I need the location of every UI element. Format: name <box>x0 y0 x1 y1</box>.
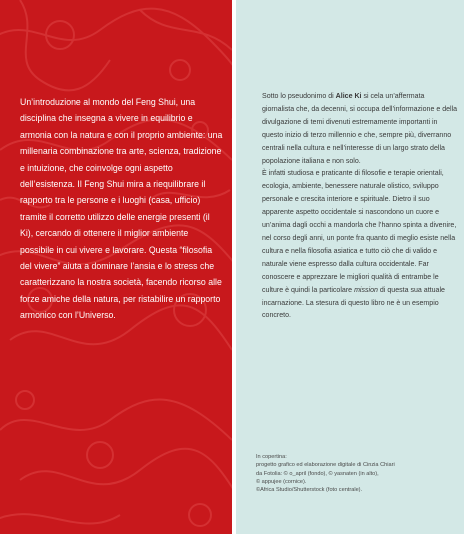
author-bio-part2: È infatti studiosa e praticante di filosofie e terapie orientali, ecologia, ambiente, benessere naturale olistico, sviluppo personale e crescita interiore e spirituale. Dietro il suo apparente aspetto occidentale si nascondono un cuore e un’anima dagli occhi a mandorla che l’hanno spinta a divenire, nel corso degli anni, un ponte fra quanto di meglio esiste nella cultura e nella filosofia asiatica e tutto ciò che di valido e naturale viene espresso dalla cultura occidentale. Far conoscere e apprezzare le migliori qualità di entrambe le culture è quindi la particolare <box>262 170 457 294</box>
credits-line: ©Africa Studio/Shutterstock (foto centrale). <box>256 487 363 494</box>
credits-line: © appujee (cornice). <box>256 478 307 485</box>
author-bio-part3: di questa sua attuale incarnazione. La stesura di questo libro ne è un esempio concreto. <box>262 286 445 320</box>
author-bio <box>262 91 458 323</box>
author-bio-intro: Sotto lo pseudonimo di <box>262 93 336 100</box>
credits-line: In copertina: <box>256 454 287 460</box>
right-teal-panel <box>236 0 464 534</box>
author-bio-part1: si cela un’affermata giornalista che, da decenni, si occupa dell’informazione e della divulgazione di temi divenuti estremamente importanti in questo inizio di terzo millennio e che, sempre più, diverranno centrali nella cultura e nell’interesse di un largo strato della popolazione italiana e non solo. <box>262 93 458 165</box>
mission-word: mission <box>354 286 378 294</box>
book-description: Un’introduzione al mondo del Feng Shui, una disciplina che insegna a vivere in equilibrio e armonia con la natura e con il proprio ambiente: una millenaria combinazione tra arte, scienza, tradizione e intuizione, che coinvolge ogni aspetto dell’esistenza. Il Feng Shui mira a riequilibrare il rapporto tra le persone e i luoghi (casa, ufficio) tramite il corretto utilizzo delle energie presenti (il Ki), cercando di ottenere il miglior ambiente possibile in cui vivere e lavorare. Questa “filosofia del vivere” aiuta a dominare l’ansia e lo stress che caratterizzano la nostra società, facendo ricorso alle forze amiche della natura, per ristabilire un rapporto armonico con l’Universo. <box>20 97 223 321</box>
credits-line: da Fotolia: © o_april (fondo), © yasnaten (in alto), <box>256 470 379 477</box>
credits-line: progetto grafico ed elaborazione digitale di Cinzia Chiari <box>256 462 395 469</box>
cover-credits <box>256 453 460 494</box>
author-name: Alice Ki <box>335 93 362 100</box>
